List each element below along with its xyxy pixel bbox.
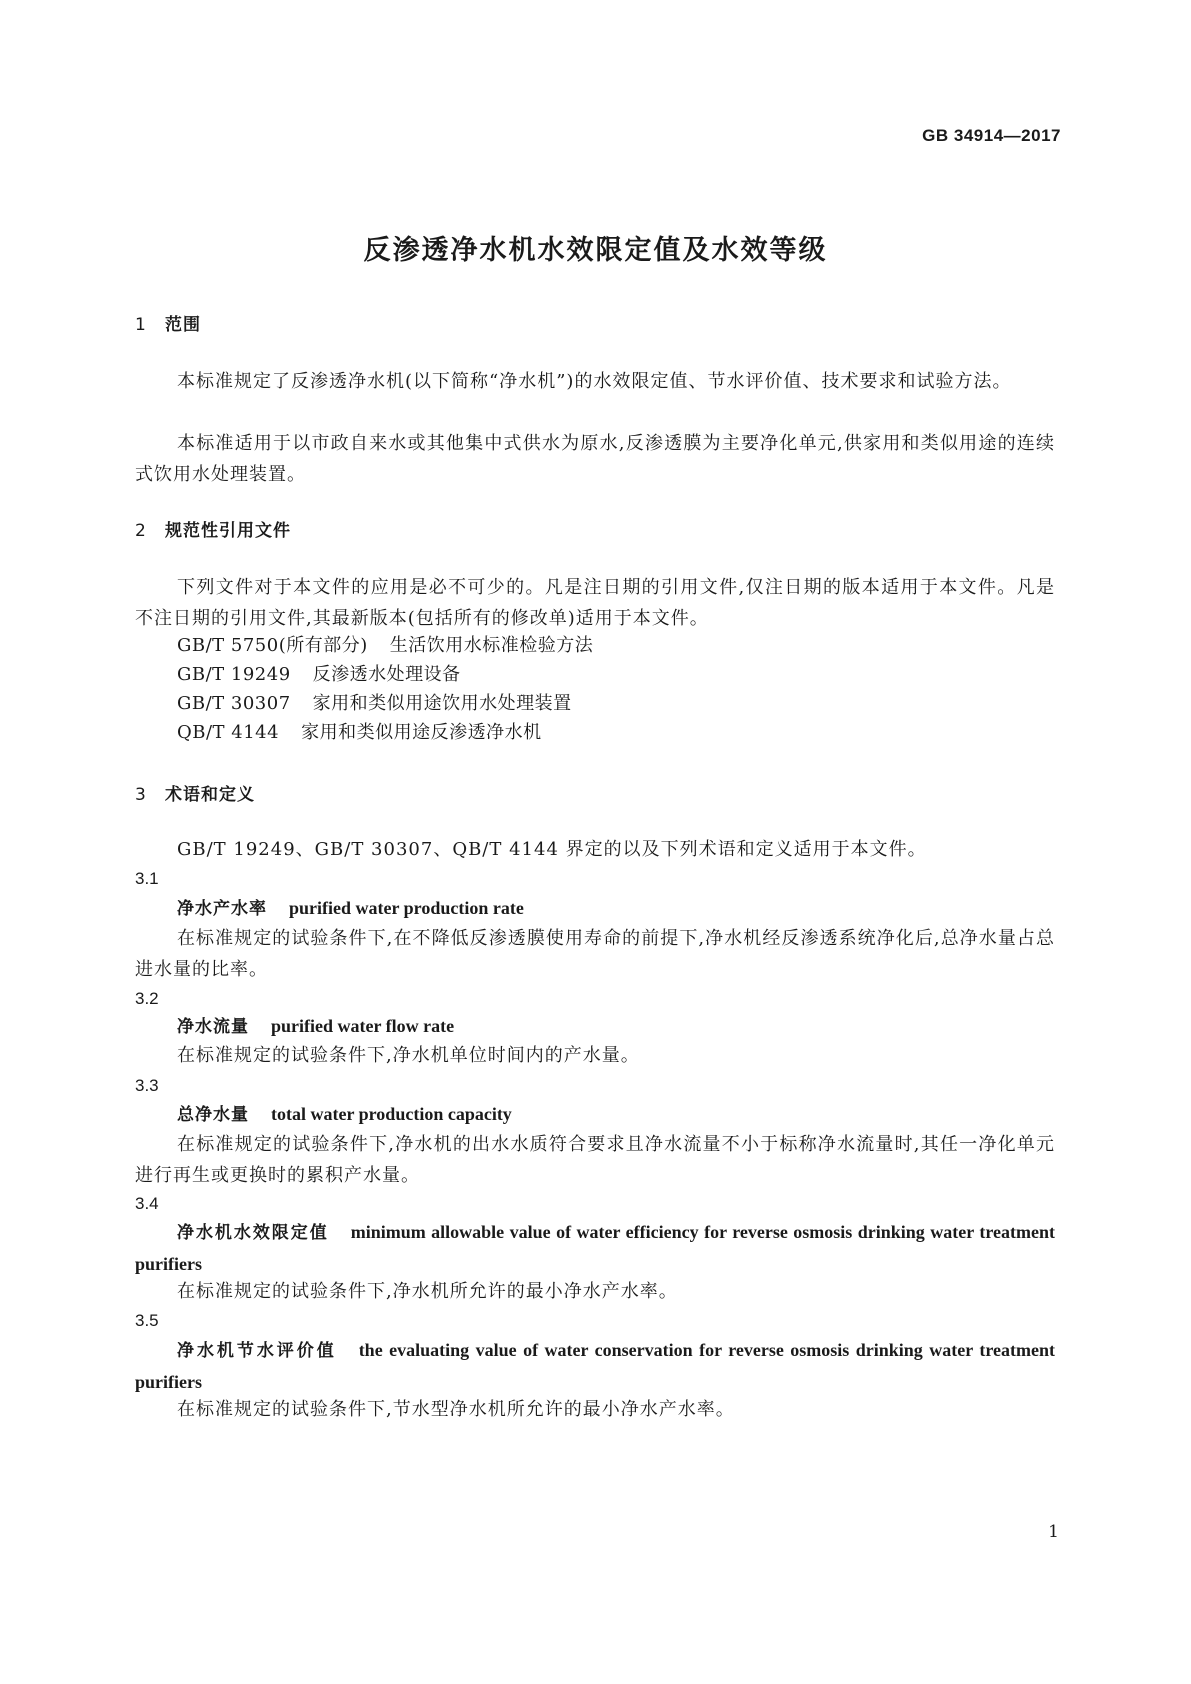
term-zh: 总净水量 xyxy=(177,1105,249,1125)
section-heading-normative-references xyxy=(135,516,291,541)
section-heading-terms xyxy=(135,780,255,805)
term-zh: 净水流量 xyxy=(177,1017,249,1037)
section-title: 范围 xyxy=(165,315,201,335)
term-title xyxy=(135,893,1055,925)
term-en: minimum allowable value of water efficiency for reverse osmosis drinking water treatment purifiers xyxy=(135,1222,1055,1274)
reference-code: GB/T 30307 xyxy=(177,693,291,714)
document-title: 反渗透净水机水效限定值及水效等级 xyxy=(363,235,828,266)
reference-code: GB/T 5750(所有部分) xyxy=(177,635,368,656)
section-number: 2 xyxy=(135,521,147,541)
reference-title: 家用和类似用途饮用水处理装置 xyxy=(312,693,572,714)
term-title xyxy=(135,1099,1055,1131)
section-title: 术语和定义 xyxy=(165,785,255,805)
clause-number: 3.5 xyxy=(135,1311,159,1330)
reference-item xyxy=(177,630,593,661)
clause-number: 3.4 xyxy=(135,1194,159,1213)
term-title xyxy=(135,1335,1055,1399)
term-definition: 在标准规定的试验条件下,净水机所允许的最小净水产水率。 xyxy=(177,1281,678,1302)
reference-code: GB/T 19249 xyxy=(177,664,291,685)
clause-number: 3.3 xyxy=(135,1076,159,1095)
term-zh: 净水机水效限定值 xyxy=(177,1223,329,1243)
term-en: the evaluating value of water conservation for reverse osmosis drinking water treatment purifiers xyxy=(135,1340,1055,1392)
reference-title: 生活饮用水标准检验方法 xyxy=(389,635,594,656)
paragraph: 本标准规定了反渗透净水机(以下简称“净水机”)的水效限定值、节水评价值、技术要求和试验方法。 xyxy=(177,371,1012,392)
term-en: purified water production rate xyxy=(289,898,524,918)
reference-code: QB/T 4144 xyxy=(177,722,280,743)
term-definition: 在标准规定的试验条件下,净水机的出水水质符合要求且净水流量不小于标称净水流量时,其任一净化单元进行再生或更换时的累积产水量。 xyxy=(135,1134,1055,1186)
paragraph: GB/T 19249、GB/T 30307、QB/T 4144 界定的以及下列术语和定义适用于本文件。 xyxy=(177,839,927,860)
section-title: 规范性引用文件 xyxy=(165,521,291,541)
clause-number: 3.1 xyxy=(135,869,159,888)
paragraph: 本标准适用于以市政自来水或其他集中式供水为原水,反渗透膜为主要净化单元,供家用和类似用途的连续式饮用水处理装置。 xyxy=(135,433,1055,485)
page-number: 1 xyxy=(1048,1522,1059,1542)
term-zh: 净水产水率 xyxy=(177,899,267,919)
reference-item xyxy=(177,688,572,719)
reference-item xyxy=(177,717,542,748)
term-definition: 在标准规定的试验条件下,在不降低反渗透膜使用寿命的前提下,净水机经反渗透系统净化后,总净水量占总进水量的比率。 xyxy=(135,928,1055,980)
term-en: purified water flow rate xyxy=(271,1016,455,1036)
term-zh: 净水机节水评价值 xyxy=(177,1341,337,1361)
reference-title: 反渗透水处理设备 xyxy=(312,664,461,685)
term-title xyxy=(135,1217,1055,1281)
section-number: 3 xyxy=(135,785,147,805)
term-definition: 在标准规定的试验条件下,净水机单位时间内的产水量。 xyxy=(177,1045,640,1066)
term-en: total water production capacity xyxy=(271,1104,512,1124)
section-number: 1 xyxy=(135,315,147,335)
section-heading-scope xyxy=(135,310,201,335)
term-title xyxy=(135,1011,1055,1043)
paragraph: 下列文件对于本文件的应用是必不可少的。凡是注日期的引用文件,仅注日期的版本适用于本文件。凡是不注日期的引用文件,其最新版本(包括所有的修改单)适用于本文件。 xyxy=(135,577,1055,629)
reference-title: 家用和类似用途反渗透净水机 xyxy=(301,722,542,743)
clause-number: 3.2 xyxy=(135,989,159,1008)
term-definition: 在标准规定的试验条件下,节水型净水机所允许的最小净水产水率。 xyxy=(177,1399,735,1420)
standard-code: GB 34914—2017 xyxy=(922,126,1061,145)
reference-item xyxy=(177,659,461,690)
